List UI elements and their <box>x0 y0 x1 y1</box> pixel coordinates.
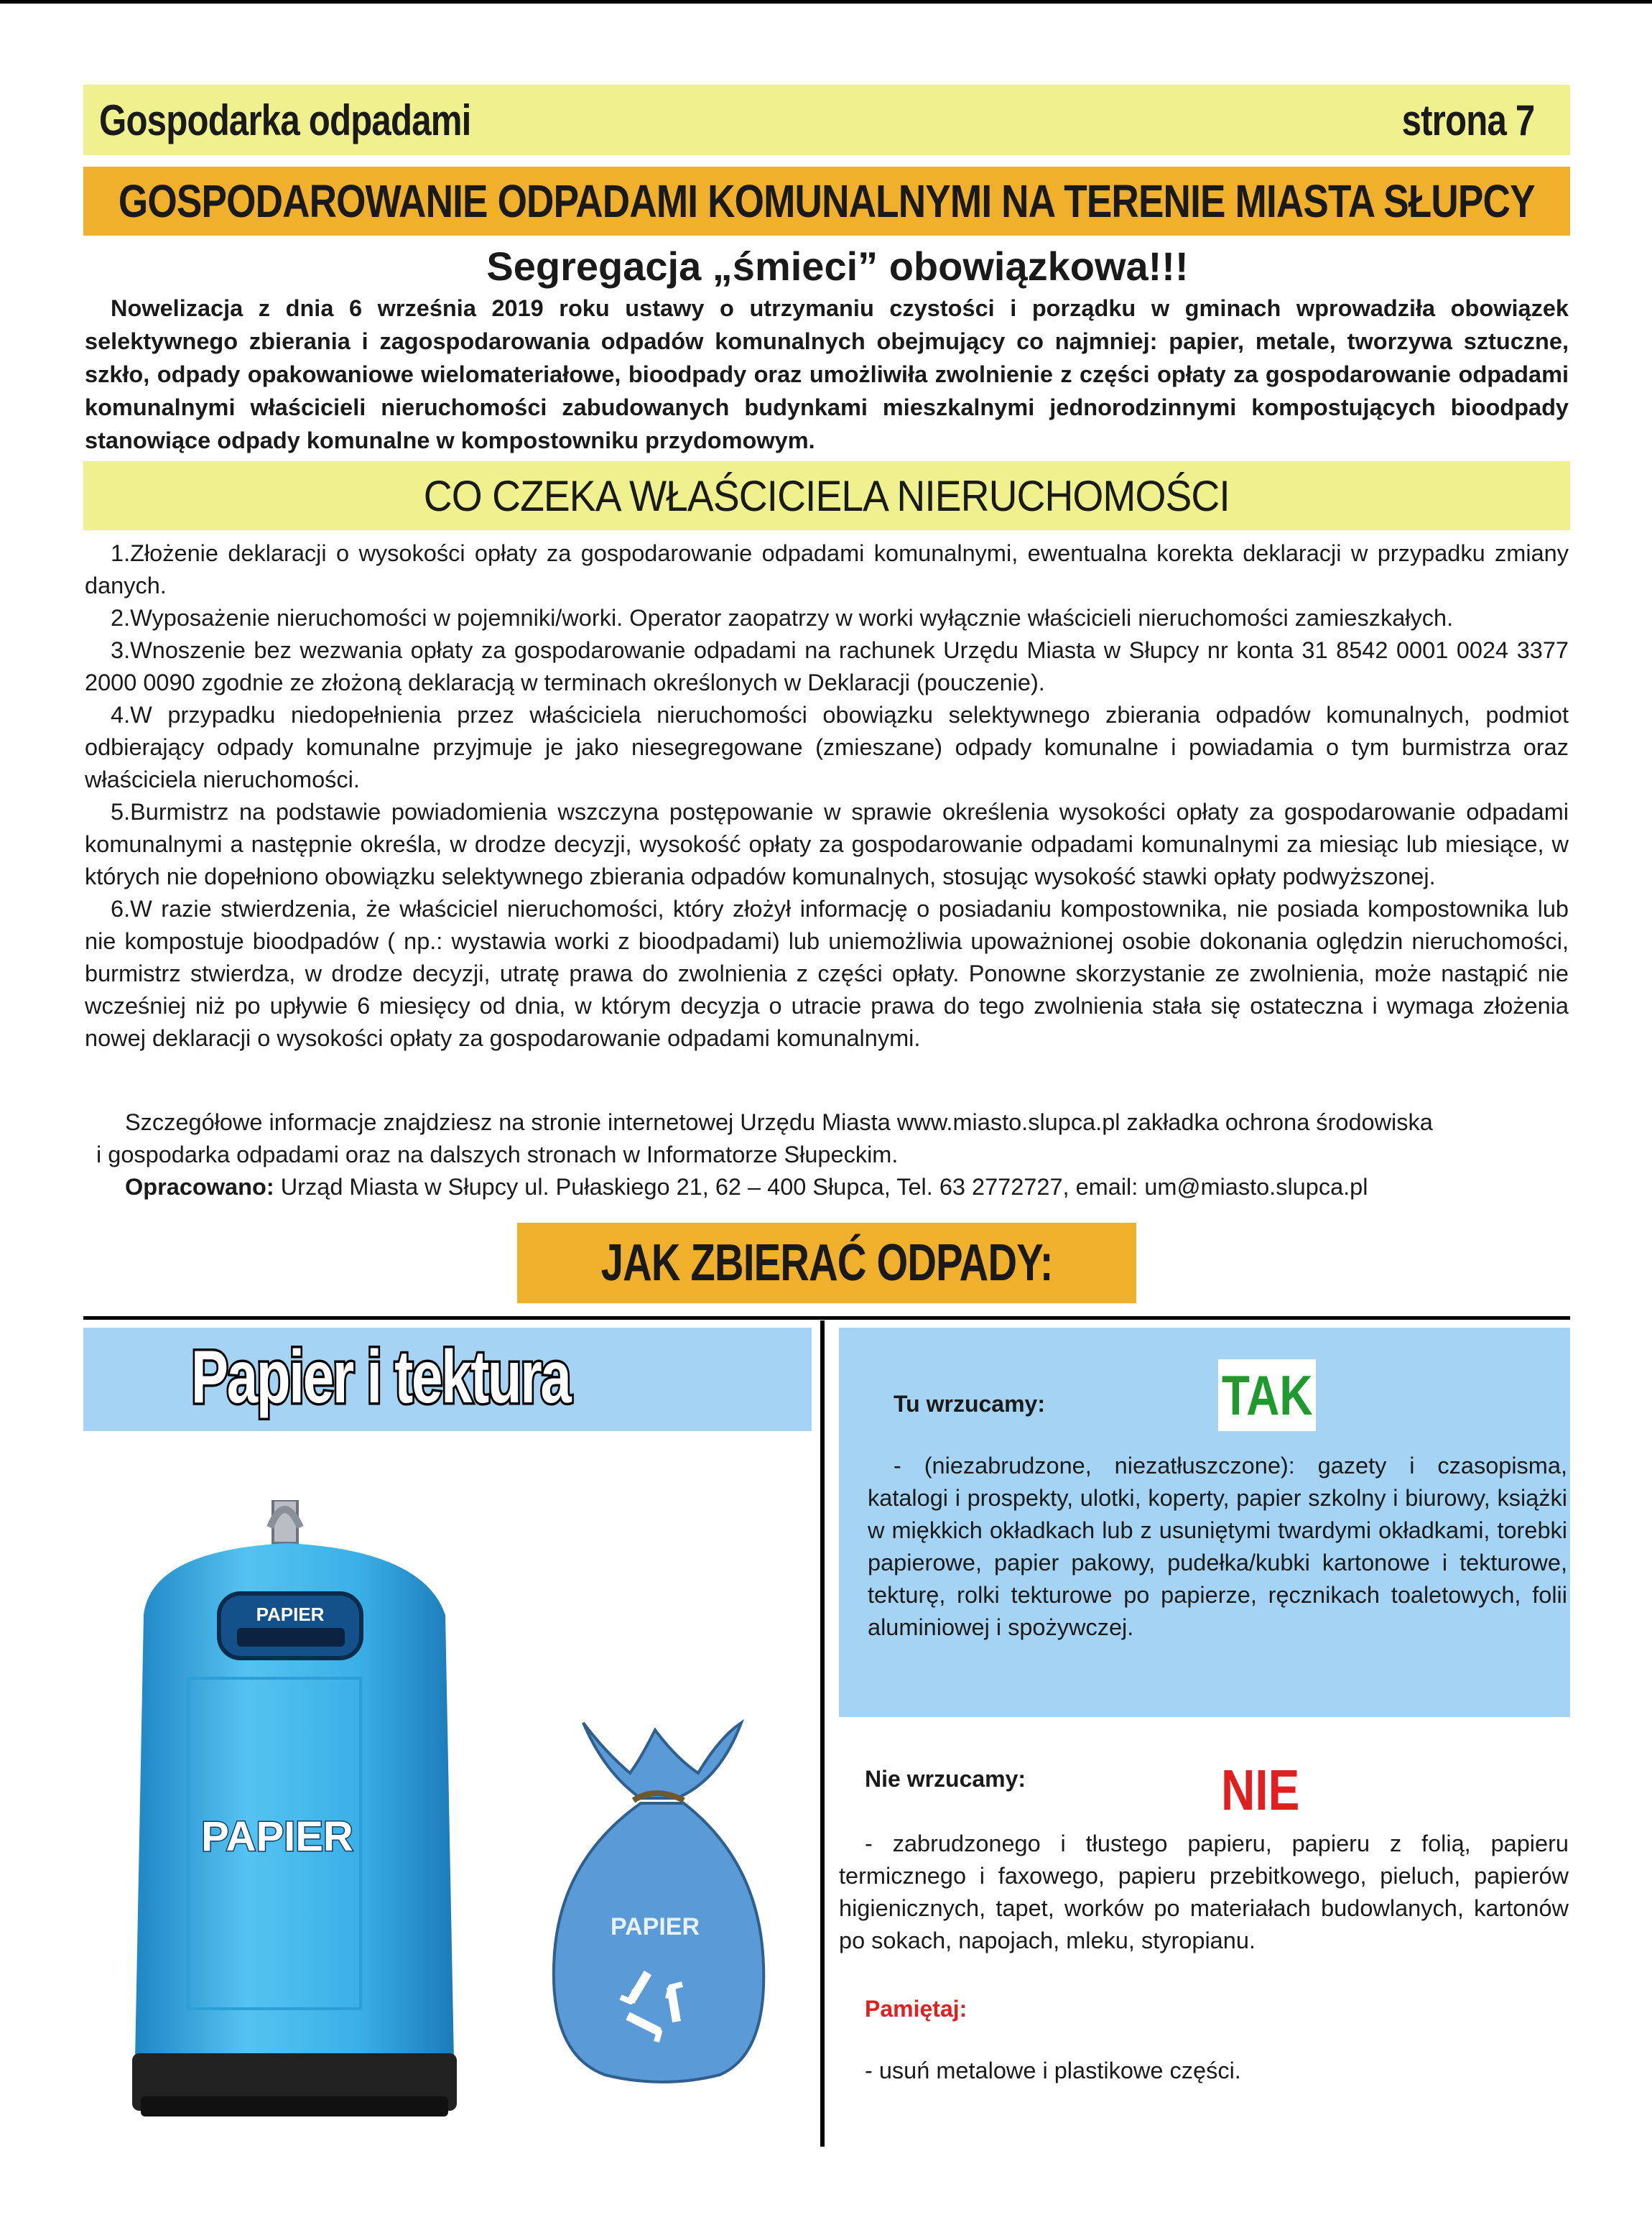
intro-paragraph <box>85 292 1569 457</box>
how-to-heading-bar <box>517 1223 1136 1303</box>
main-title: GOSPODAROWANIE ODPADAMI KOMUNALNYMI NA TERENIE MIASTA SŁUPCY <box>119 175 1535 227</box>
segregation-title: Segregacja „śmieci” obowiązkowa!!! <box>486 244 1189 289</box>
list-item: 2.Wyposażenie nieruchomości w pojemniki/worki. Operator zaopatrzy w worki wyłącznie właścicieli nieruchomości zamieszkałych. <box>111 605 1454 631</box>
accepted-label: Tu wrzucamy: <box>894 1391 1045 1417</box>
yes-badge-text: TAK <box>1221 1363 1313 1427</box>
owner-obligations-list <box>85 537 1569 1055</box>
remember-text: - usuń metalowe i plastikowe części. <box>865 2058 1241 2083</box>
intro-text: Nowelizacja z dnia 6 września 2019 roku ustawy o utrzymaniu czystości i porządku w gminach wprowadziła obowiązek selektywnego zbierania i zagospodarowania odpadów komunalnych obejmujący co najmniej: papier, metale, tworzywa sztuczne, szkło, odpady opakowaniowe wielomateriałowe, bioodpady oraz umożliwiła zwolnienie z części opłaty za gospodarowanie odpadami komunalnymi właścicieli nieruchomości zabudowanych budynkami mieszkalnymi jednorodzinnymi kompostujących bioodpady stanowiące odpady komunalne w kompostowniku przydomowym. <box>85 295 1569 453</box>
owner-heading: CO CZEKA WŁAŚCICIELA NIERUCHOMOŚCI <box>424 471 1230 520</box>
column-divider <box>820 1320 825 2147</box>
how-to-heading: JAK ZBIERAĆ ODPADY: <box>600 1234 1053 1292</box>
rejected-items-text: - zabrudzonego i tłustego papieru, papieru z folią, papieru termicznego i faxowego, papieru przebitkowego, pieluch, papierów higienicznych, tapet, worków po materiałach budowlanych, kartonów po sokach, napojach, mleku, styropianu. <box>839 1831 1569 1953</box>
rejected-label: Nie wrzucamy: <box>865 1766 1026 1792</box>
section-title: Gospodarka odpadami <box>99 96 471 144</box>
list-item: 5.Burmistrz na podstawie powiadomienia wszczyna postępowanie w sprawie określenia wysokości opłaty za gospodarowanie odpadami komunalnymi a następnie określa, w drodze decyzji, wysokość opłaty za gospodarowanie odpadami komunalnymi za miesiąc lub miesiące, w których nie dopełniono obowiązku selektywnego zbierania odpadów komunalnych, stosując wysokość stawki opłaty podwyższonej. <box>85 799 1569 889</box>
list-item: 1.Złożenie deklaracji o wysokości opłaty za gospodarowanie odpadami komunalnymi, ewentualna korekta deklaracji w przypadku zmiany danych. <box>85 540 1569 598</box>
no-badge <box>1221 1757 1317 1823</box>
prepared-by <box>85 1171 1569 1203</box>
list-item: 6.W razie stwierdzenia, że właściciel nieruchomości, który złożył informację o posiadaniu kompostownika, nie posiada kompostownika lub nie kompostuje bioodpadów ( np.: wystawia worki z bioodpadami) lub uniemożliwia upoważnionej osobie dokonania oględzin nieruchomości, burmistrz stwierdza, w drodze decyzji, utratę prawa do zwolnienia z części opłaty. Ponowne skorzystanie ze zwolnienia, może nastąpić nie wcześniej niż po upływie 6 miesięcy od dnia, w którym decyzja o utracie prawa do tego zwolnienia stała się ostateczna i wymaga złożenia nowej deklaracji o wysokości opłaty za gospodarowanie odpadami komunalnymi. <box>85 896 1569 1051</box>
no-badge-text: NIE <box>1221 1758 1300 1822</box>
main-title-bar <box>83 167 1570 236</box>
list-item: 4.W przypadku niedopełnienia przez właściciela nieruchomości obowiązku selektywnego zbierania odpadów komunalnych, podmiot odbierający odpady komunalne przyjmuje je jako niesegregowane (zmieszane) odpady komunalne i powiadamia o tym burmistrza oraz właściciela nieruchomości. <box>85 702 1569 792</box>
category-title: Papier i tektura <box>191 1336 570 1419</box>
accepted-items-text: - (niezabrudzone, niezatłuszczone): gazety i czasopisma, katalogi i prospekty, ulotki, koperty, papier szkolny i biurowy, książki w miękkich okładkach lub z usuniętymi twardymi okładkami, torebki papierowe, papier pakowy, pudełka/kubki kartonowe i tekturowe, tekturę, rolki tekturowe po papierze, ręcznikach toaletowych, folii aluminiowej i spożywczej. <box>868 1453 1567 1640</box>
page-header <box>83 85 1570 155</box>
owner-heading-bar <box>83 461 1570 530</box>
list-item: 3.Wnoszenie bez wezwania opłaty za gospodarowanie odpadami na rachunek Urzędu Miasta w Słupcy nr konta 31 8542 0001 0024 3377 2000 0090 zgodnie ze złożoną deklaracją w terminach określonych w Deklaracji (pouczenie). <box>85 637 1569 695</box>
info-block <box>85 1106 1569 1203</box>
details-line-1: Szczegółowe informacje znajdziesz na stronie internetowej Urzędu Miasta www.miasto.slupca.pl zakładka ochrona środowiska <box>125 1109 1433 1135</box>
section-divider <box>83 1316 1570 1320</box>
paper-container-illustration <box>129 1500 460 2125</box>
container-label: PAPIER <box>201 1813 353 1860</box>
accepted-items <box>868 1450 1567 1644</box>
yes-badge <box>1218 1359 1316 1431</box>
details-line-2: i gospodarka odpadami oraz na dalszych stronach w Informatorze Słupeckim. <box>96 1142 899 1167</box>
page-number: strona 7 <box>1401 96 1534 144</box>
prepared-text: Urząd Miasta w Słupcy ul. Pułaskiego 21, 62 – 400 Słupca, Tel. 63 2772727, email: um@miasto.slupca.pl <box>274 1174 1368 1200</box>
rejected-items <box>839 1828 1569 1957</box>
bag-label: PAPIER <box>610 1913 700 1940</box>
remember-label: Pamiętaj: <box>865 1996 967 2022</box>
container-slot-label: PAPIER <box>256 1604 325 1625</box>
top-rule <box>0 0 1652 4</box>
prepared-label: Opracowano: <box>125 1174 274 1200</box>
paper-bag-illustration <box>533 1716 777 2089</box>
